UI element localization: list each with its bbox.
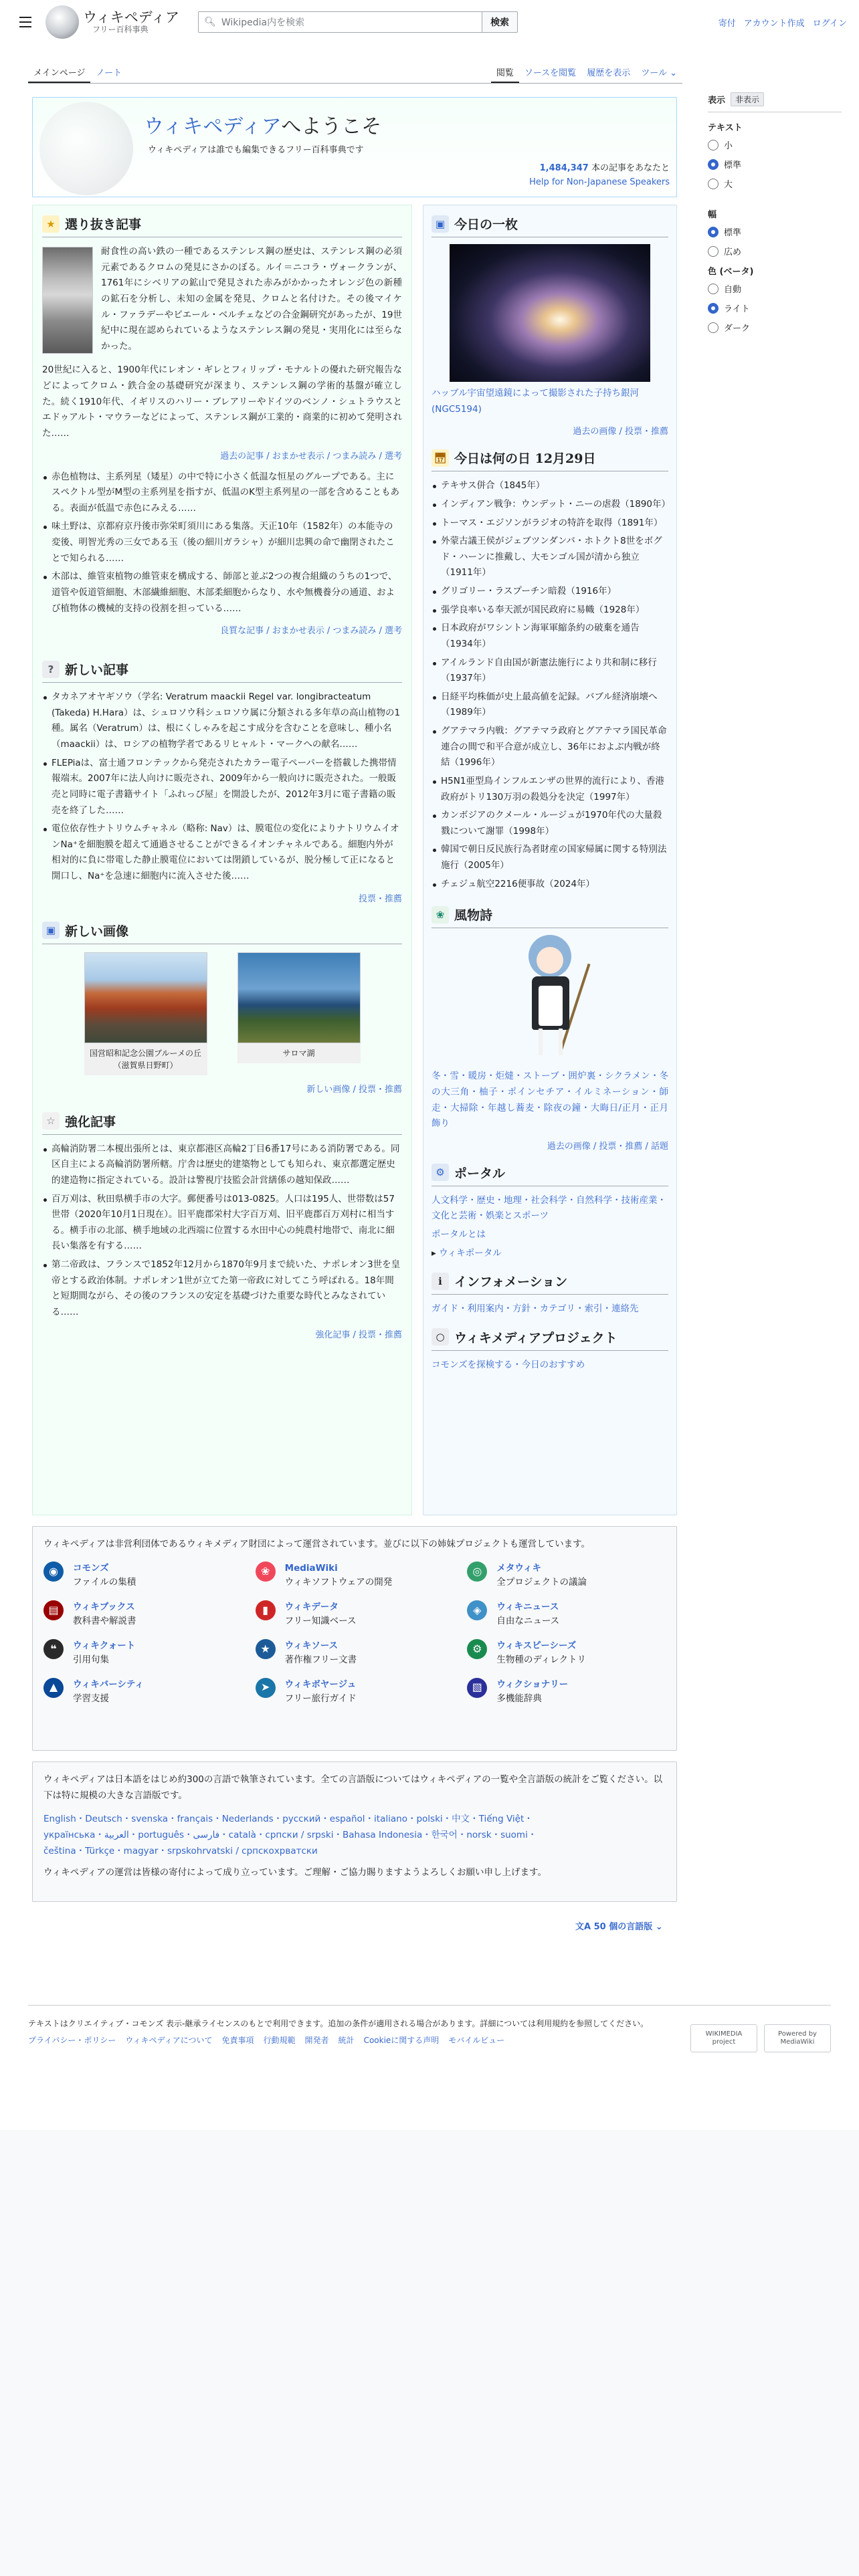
sister-project-desc: 引用句集 <box>73 1654 109 1665</box>
list-item[interactable]: グアテマラ内戦：グアテマラ政府とグアテマラ国民革命連合の間で和平合意が成立し、36年におよぶ内戦が終結（1996年） <box>432 724 668 771</box>
gallery-item[interactable] <box>237 952 361 1075</box>
text-size-large-radio[interactable] <box>708 177 842 190</box>
sister-project-item[interactable] <box>256 1678 454 1706</box>
wikimedia-icon: ○ <box>432 1328 449 1346</box>
kigo-title: 風物詩 <box>454 908 493 924</box>
appearance-panel <box>708 92 842 340</box>
code-of-conduct-link[interactable]: 行動規範 <box>263 2036 296 2045</box>
sister-project-name[interactable]: コモンズ <box>73 1563 109 1574</box>
radio-label: 小 <box>724 141 733 151</box>
color-dark-radio[interactable] <box>708 321 842 334</box>
potd-caption[interactable]: ハッブル宇宙望遠鏡によって撮影された子持ち銀河 (NGC5194) <box>432 388 639 415</box>
portal-title: ポータル <box>454 1166 506 1181</box>
article-count-number[interactable]: 1,484,347 <box>539 163 589 173</box>
sister-project-desc: 学習支援 <box>73 1693 109 1704</box>
sister-project-desc: 自由なニュース <box>496 1616 560 1627</box>
on-this-day-title: 今日は何の日 12月29日 <box>454 451 596 467</box>
about-link[interactable]: ウィキペディアについて <box>125 2036 213 2045</box>
list-item[interactable]: 百万刈は、秋田県横手市の大字。郵便番号は013-0825。人口は195人、世帯数は57世帯（2020年10月1日現在）。旧平鹿郡栄村大字百万刈、旧平鹿郡百万刈村に相当する。横手市の北部、横手地域の北西端に位置する水田中心の純農村地帯で、南北に細長い集落を有する…… <box>42 1192 402 1255</box>
languages-intro: ウィキペディアは日本語をはじめ約300の言語で執筆されています。全ての言語版についてはウィキペディアの一覧や全言語版の統計をご覧ください。以下は特に規模の大きな言語版です。 <box>43 1774 663 1802</box>
wikimedia-project-links[interactable]: コモンズを探検する・今日のおすすめ <box>432 1359 585 1370</box>
text-size-small-radio[interactable] <box>708 138 842 151</box>
radio-label: 大 <box>724 180 733 190</box>
featured-links[interactable]: 過去の記事 / おまかせ表示 / つまみ読み / 選考 <box>220 451 402 461</box>
disclaimer-link[interactable]: 免責事項 <box>221 2036 254 2045</box>
left-column <box>32 205 412 1515</box>
featured-article-header <box>42 211 402 237</box>
language-list-line[interactable]: English・Deutsch・svenska・français・Nederlands・русский・español・italiano・polski・中文・Tiếng Việt・ <box>43 1813 533 1824</box>
tab-tools[interactable] <box>636 65 682 83</box>
radio-icon <box>708 246 719 257</box>
potd-links[interactable]: 過去の画像 / 投票・推薦 <box>573 427 668 437</box>
galaxy-image[interactable] <box>450 244 650 382</box>
footer-badges <box>690 2024 831 2052</box>
star-outline-icon: ☆ <box>42 1112 60 1130</box>
saroma-lake-image[interactable] <box>237 952 361 1043</box>
sister-project-name[interactable]: ウィキボヤージュ <box>284 1679 357 1690</box>
sister-project-item[interactable] <box>467 1600 666 1628</box>
page-tabs <box>28 65 682 84</box>
appearance-hide-button[interactable]: 非表示 <box>731 92 764 106</box>
sister-project-item[interactable] <box>43 1639 242 1667</box>
language-editions <box>32 1761 677 1902</box>
featured-para-2: 20世紀に入ると、1900年代にレオン・ギレとフィリップ・モナルトの優れた研究報告などによってクロム・鉄合金の基礎研究が深まり、ステンレス鋼の学術的基盤が確立した。続く1910年代、イギリスのハリー・ブレアリーやドイツのベンノ・シュトラウスとエドゥアルト・マウラーなどによって、ステンレス鋼が工業的・商業的に初めて発明された…… <box>42 364 402 439</box>
star-icon: ★ <box>42 215 60 233</box>
license-text: テキストはクリエイティブ・コモンズ 表示-継承ライセンスのもとで利用できます。追加の条件が適用される場合があります。詳細については利用規約を参照してください。 <box>28 2019 649 2028</box>
autumn-park-image[interactable] <box>84 952 207 1043</box>
sister-projects-grid <box>43 1562 666 1705</box>
kigo-header <box>432 901 668 928</box>
list-item[interactable]: 高輪消防署二本榎出張所とは、東京都港区高輪2丁目6番17号にある消防署である。同区自主による高輪消防署所轄。庁舎は歴史的建築物としても知られ、東京都選定歴史的建造物に指定されている。設計は警視庁技監会計営繕係の越知保政…… <box>42 1142 402 1189</box>
radio-label: 広め <box>724 247 742 257</box>
new-articles-header <box>42 656 402 683</box>
sister-project-name[interactable]: ウィキデータ <box>284 1602 339 1613</box>
sister-project-desc: フリー知識ベース <box>284 1616 357 1627</box>
sister-project-desc: ファイルの集積 <box>73 1577 136 1588</box>
wikiportal-label: ウィキポータル <box>439 1247 502 1259</box>
information-links[interactable]: ガイド・利用案内・方針・カテゴリ・索引・連絡先 <box>432 1303 639 1315</box>
strengthened-header <box>42 1108 402 1135</box>
sister-project-icon: ◎ <box>467 1562 487 1582</box>
list-item[interactable]: アイルランド自由国が新憲法施行により共和制に移行（1937年） <box>432 655 668 687</box>
width-standard-radio[interactable] <box>708 225 842 238</box>
portal-about-link[interactable]: ポータルとは <box>432 1229 486 1240</box>
appearance-title: 表示 <box>708 96 726 106</box>
article-count-text: 本の記事をあなたと <box>591 163 670 173</box>
sister-project-icon: ▧ <box>467 1678 487 1698</box>
strengthened-links[interactable]: 強化記事 / 投票・推薦 <box>315 1329 402 1340</box>
sister-project-name[interactable]: ウィキブックス <box>73 1602 135 1613</box>
list-item[interactable]: 日経平均株価が史上最高値を記録。バブル経済崩壊へ（1989年） <box>432 689 668 721</box>
list-item[interactable]: H5N1亜型鳥インフルエンザの世界的流行により、香港政府がトリ130万羽の殺処分を決定（1997年） <box>432 774 668 805</box>
new-articles-links[interactable]: 投票・推薦 <box>358 893 402 904</box>
list-item[interactable]: カンボジアのクメール・ルージュが1970年代の大量殺戮について謝罪（1998年） <box>432 808 668 839</box>
search-placeholder: Wikipedia内を検索 <box>221 17 305 28</box>
stainless-steel-building-image[interactable] <box>42 247 93 354</box>
list-item[interactable]: 赤色植物は、主系列星（矮星）の中で特に小さく低温な恒星のグループである。主にスペクトル型がM型の主系列星を指すが、低温のK型主系列星の一部を含めることもある。表面が低温で赤色にみえる…… <box>42 469 402 517</box>
width-wide-radio[interactable] <box>708 245 842 257</box>
information-header <box>432 1268 668 1295</box>
main-menu-button[interactable] <box>12 9 39 35</box>
sister-project-item[interactable] <box>467 1639 666 1667</box>
tab-talk[interactable]: ノート <box>96 68 122 78</box>
sister-project-icon: ▮ <box>256 1600 276 1620</box>
tools-label: ツール <box>641 68 667 78</box>
sister-project-desc: 全プロジェクトの議論 <box>496 1577 587 1588</box>
gallery-caption: 国営昭和記念公園ブルーメの丘（滋賀県日野町） <box>84 1043 207 1075</box>
list-item[interactable]: 日本政府がワシントン海軍軍縮条約の破棄を通告（1934年） <box>432 621 668 652</box>
radio-checked-icon <box>708 227 719 237</box>
radio-label: 標準 <box>724 228 742 238</box>
sister-project-name[interactable]: ウィキスピーシーズ <box>496 1640 577 1651</box>
sister-project-item[interactable] <box>467 1678 666 1706</box>
wikimedia-project-header <box>432 1324 668 1351</box>
sister-projects <box>32 1526 677 1751</box>
wikipedia-globe-icon <box>45 5 79 39</box>
gallery-caption: サロマ湖 <box>237 1043 361 1063</box>
image-icon: ▣ <box>432 215 449 233</box>
sister-project-icon: ◉ <box>43 1562 64 1582</box>
radio-label: ダーク <box>724 324 751 334</box>
sister-project-icon: ◈ <box>467 1600 487 1620</box>
sister-project-name[interactable]: ウィキソース <box>284 1640 339 1651</box>
login-link[interactable]: ログイン <box>812 18 847 29</box>
on-this-day-header <box>432 445 668 471</box>
sister-project-desc: 生物種のディレクトリ <box>496 1654 586 1665</box>
statistics-link[interactable]: 統計 <box>338 2036 355 2045</box>
sister-project-item[interactable] <box>256 1600 454 1628</box>
calendar-icon: 📅︎ <box>432 449 449 467</box>
right-column <box>423 205 677 1515</box>
color-auto-radio[interactable] <box>708 282 842 295</box>
mobile-view-link[interactable]: モバイルビュー <box>448 2036 505 2045</box>
list-item[interactable]: テキサス併合（1845年） <box>432 478 668 494</box>
new-images-gallery <box>42 952 402 1075</box>
color-title: 色 (ベータ) <box>708 267 754 277</box>
site-header <box>0 0 859 44</box>
list-item[interactable]: インディアン戦争：ウンデット・ニーの虐殺（1890年） <box>432 497 668 513</box>
sister-project-icon: ❀ <box>256 1562 276 1582</box>
sister-project-item[interactable] <box>43 1678 242 1706</box>
list-item[interactable]: グリゴリー・ラスプーチン暗殺（1916年） <box>432 584 668 600</box>
text-size-title: テキスト <box>708 123 743 133</box>
donate-link[interactable]: 寄付 <box>718 18 736 29</box>
radio-checked-icon <box>708 159 719 170</box>
width-title: 幅 <box>708 210 717 220</box>
kigo-text[interactable]: 冬・雪・暖房・炬燵・ストーブ・囲炉裏・シクラメン・冬の大三角・柚子・ポインセチア・イルミネーション・師走・大掃除・年越し蕎麦・除夜の鐘・大晦日/正月・正月飾り <box>432 1071 668 1130</box>
image-icon: ▣ <box>42 922 60 939</box>
new-images-title: 新しい画像 <box>65 924 129 939</box>
leaf-icon: ❀ <box>432 906 449 924</box>
color-light-radio[interactable] <box>708 302 842 314</box>
radio-icon <box>708 179 719 189</box>
sister-project-name[interactable]: ウィキクォート <box>73 1640 136 1651</box>
sister-project-icon: ❝ <box>43 1639 64 1659</box>
sister-project-name[interactable]: MediaWiki <box>284 1563 338 1574</box>
new-images-header <box>42 918 402 944</box>
language-count-label: 50 個の言語版 <box>593 1922 653 1932</box>
non-japanese-help-link[interactable]: Help for Non-Japanese Speakers <box>529 177 670 187</box>
new-images-links[interactable]: 新しい画像 / 投票・推薦 <box>306 1084 402 1095</box>
list-item[interactable]: トーマス・エジソンがラジオの特許を取得（1891年） <box>432 516 668 532</box>
list-item[interactable]: 電位依存性ナトリウムチャネル（略称: Nav）は、膜電位の変化によりナトリウムイオンNa⁺を細胞膜を超えて通過させることができるイオンチャネルである。細胞内外が相対的に負に帯電した静止膜電位においては閉鎖しているが、脱分極して正になると開口し、Na⁺を急速に細胞内に流入させた後…… <box>42 821 402 885</box>
tab-history[interactable]: 履歴を表示 <box>587 68 631 78</box>
wikipedia-globe-watermark-icon <box>39 102 133 195</box>
user-links <box>719 16 847 29</box>
search-form <box>198 11 518 33</box>
sister-project-icon: ▤ <box>43 1600 64 1620</box>
tab-main-page[interactable]: メインページ <box>28 65 90 83</box>
site-name: ウィキペディア <box>83 9 180 25</box>
page-footer <box>28 2005 831 2046</box>
potd-header <box>432 211 668 237</box>
tab-view-source[interactable]: ソースを閲覧 <box>524 68 577 78</box>
good-articles-links[interactable]: 良質な記事 / おまかせ表示 / つまみ読み / 選考 <box>220 626 402 637</box>
sister-project-desc: ウィキソフトウェアの開発 <box>284 1577 393 1588</box>
sister-project-item[interactable] <box>256 1639 454 1667</box>
sister-project-desc: 多機能辞典 <box>496 1693 542 1704</box>
on-this-day-list <box>432 478 668 892</box>
list-item[interactable]: チェジュ航空2216便事故（2024年） <box>432 877 668 893</box>
list-item[interactable]: タカネアオヤギソウ（学名: Veratrum maackii Regel var. longibracteatum (Takeda) H.Hara）は、シュロソウ科シュロソウ属に分類される多年草の高山植物の1種。属名（Veratrum）は、根にくしゃみを起こす成分を含むことを意味し、種小名（maackii）は、ロシアの植物学者であるリヒャルト・マークへの献名…… <box>42 689 402 753</box>
question-icon: ? <box>42 661 60 678</box>
kigo-links[interactable]: 過去の画像 / 投票・推薦 / 話題 <box>547 1141 668 1152</box>
radio-label: 標準 <box>724 160 742 171</box>
information-title: インフォメーション <box>454 1275 568 1290</box>
list-item[interactable]: 第二帝政は、フランスで1852年12月から1870年9月まで続いた、ナポレオン3世を皇帝とする政治体制。ナポレオン1世が立てた第一帝政に対してこう呼ばれる。18年間と短期間ながら、その後のフランスの安定を基礎づけた重要な時代とみなされている…… <box>42 1257 402 1321</box>
sister-intro: ウィキペディアは非営利団体であるウィキメディア財団によって運営されています。並びに以下の姉妹プロジェクトも運営しています。 <box>43 1539 591 1549</box>
sister-project-item[interactable] <box>256 1562 454 1590</box>
sister-project-item[interactable] <box>43 1562 242 1590</box>
wikimedia-project-badge[interactable]: WIKIMEDIA project <box>690 2024 757 2052</box>
radio-icon <box>708 140 719 150</box>
sister-project-icon: ⚙ <box>467 1639 487 1659</box>
potd-title: 今日の一枚 <box>454 217 518 232</box>
wikipe-tan-mascot-image[interactable] <box>506 935 593 1062</box>
sister-project-desc: 教科書や解説書 <box>73 1616 136 1627</box>
chevron-down-icon: ⌄ <box>655 1922 663 1932</box>
sister-project-desc: フリー旅行ガイド <box>284 1693 357 1704</box>
site-tagline: フリー百科事典 <box>92 24 149 34</box>
sister-project-icon: ▲ <box>43 1678 64 1698</box>
strengthened-title: 強化記事 <box>65 1114 116 1130</box>
list-item[interactable]: 張学良率いる奉天派が国民政府に易幟（1928年） <box>432 603 668 619</box>
welcome-title-link[interactable]: ウィキペディア <box>144 115 282 138</box>
sister-project-item[interactable] <box>43 1600 242 1628</box>
list-item[interactable]: FLEPiaは、富士通フロンテックから発売されたカラー電子ペーパーを搭載した携帯情報端末。2007年に法人向けに販売され、2009年から一般向けに販売された。一般販売と同時に電子書籍サイト「ふれっぴ屋」を開設したが、2012年3月に電子書籍の販売を終了した…… <box>42 756 402 819</box>
welcome-subtitle: ウィキペディアは誰でも編集できるフリー百科事典です <box>148 145 364 155</box>
new-articles-title: 新しい記事 <box>65 663 129 678</box>
welcome-banner <box>32 97 677 197</box>
featured-article-title: 選り抜き記事 <box>65 217 142 232</box>
radio-checked-icon <box>708 303 719 314</box>
search-icon: 🔍︎ <box>204 17 216 27</box>
chevron-right-icon: ▸ <box>432 1247 436 1259</box>
language-list-line[interactable]: українська・العربية・português・فارسی・català・српски / srpski・Bahasa Indonesia・한국어・norsk・suomi・ <box>43 1829 537 1840</box>
portal-header <box>432 1160 668 1186</box>
gallery-item[interactable] <box>84 952 207 1075</box>
sister-project-desc: 著作権フリー文書 <box>284 1654 357 1665</box>
radio-label: 自動 <box>724 285 742 295</box>
featured-para-1: 耐食性の高い鉄の一種であるステンレス鋼の歴史は、ステンレス鋼の必須元素であるクロムの発見にさかのぼる。ルイ＝ニコラ・ヴォークランが、1761年にシベリアの鉱山で発見された赤みがかかったオレンジ色の新種の鉱石を分析し、未知の金属を発見、クロムと名付けた。その後マイケル・ファラデーやピエール・ベルチェなどの合金鋼研究があったが、19世紀中に現在認められているようなステンレス鋼の発見・実用化には至らなかった。 <box>101 246 402 352</box>
portal-links[interactable]: 人文科学・歴史・地理・社会科学・自然科学・技術産業・文化と芸術・娯楽とスポーツ <box>432 1194 666 1222</box>
new-articles-list <box>42 689 402 885</box>
text-size-standard-radio[interactable] <box>708 158 842 171</box>
info-icon: ℹ <box>432 1273 449 1290</box>
privacy-policy-link[interactable]: プライバシー・ポリシー <box>28 2036 116 2045</box>
search-input[interactable] <box>198 11 482 33</box>
list-item[interactable]: 木部は、維管束植物の維管束を構成する、師部と並ぶ2つの複合組織のうちの1つで、道管や仮道管細胞、木部繊維細胞、木部柔細胞からなり、水や無機養分の通道、および植物体の機械的支持の役割を担っている…… <box>42 569 402 617</box>
language-list <box>43 1811 666 1860</box>
developers-link[interactable]: 開発者 <box>304 2036 329 2045</box>
strengthened-list <box>42 1142 402 1321</box>
wikiportal-toggle[interactable] <box>432 1246 668 1262</box>
welcome-title <box>144 110 381 139</box>
language-list-line[interactable]: čeština・Türkçe・magyar・srpskohrvatski / српскохрватски <box>43 1846 318 1857</box>
list-item[interactable]: 韓国で朝日反民族行為者財産の国家帰属に関する特別法施行（2005年） <box>432 842 668 873</box>
sister-project-icon: ➤ <box>256 1678 276 1698</box>
radio-icon <box>708 284 719 294</box>
sister-project-name[interactable]: ウィキバーシティ <box>73 1679 144 1690</box>
create-account-link[interactable]: アカウント作成 <box>743 18 805 29</box>
cookie-statement-link[interactable]: Cookieに関する声明 <box>363 2036 440 2045</box>
article-count <box>529 162 670 190</box>
sister-project-name[interactable]: ウィキニュース <box>496 1602 559 1613</box>
portal-icon: ⚙ <box>432 1164 449 1181</box>
site-logo[interactable] <box>45 5 179 39</box>
radio-icon <box>708 322 719 333</box>
sister-project-name[interactable]: ウィクショナリー <box>496 1679 569 1690</box>
powered-by-mediawiki-badge[interactable]: Powered by MediaWiki <box>764 2024 831 2052</box>
translate-icon: 文A <box>575 1922 591 1932</box>
welcome-title-rest: へようこそ <box>281 115 382 138</box>
list-item[interactable]: 味土野は、京都府京丹後市弥栄町須川にある集落。天正10年（1582年）の本能寺の変後、明智光秀の三女である玉（後の細川ガラシャ）が細川忠興の命で幽閉されたことで知られる…… <box>42 519 402 566</box>
search-button[interactable]: 検索 <box>482 11 518 33</box>
list-item[interactable]: 外蒙古議王侯がジェブツンダンバ・ホトクト8世をボグド・ハーンに推戴し、大モンゴル国が清から独立（1911年） <box>432 534 668 581</box>
language-count-button[interactable] <box>575 1919 663 1932</box>
sister-project-item[interactable] <box>467 1562 666 1590</box>
chevron-down-icon: ⌄ <box>670 68 677 78</box>
wikimedia-project-title: ウィキメディアプロジェクト <box>454 1330 617 1346</box>
sister-project-name[interactable]: メタウィキ <box>496 1563 542 1574</box>
tab-read[interactable]: 閲覧 <box>491 65 519 83</box>
radio-label: ライト <box>724 304 750 314</box>
good-articles-list <box>42 469 402 617</box>
sister-project-icon: ★ <box>256 1639 276 1659</box>
donation-note: ウィキペディアの運営は皆様の寄付によって成り立っています。ご理解・ご協力賜りますようよろしくお願い申し上げます。 <box>43 1867 547 1879</box>
